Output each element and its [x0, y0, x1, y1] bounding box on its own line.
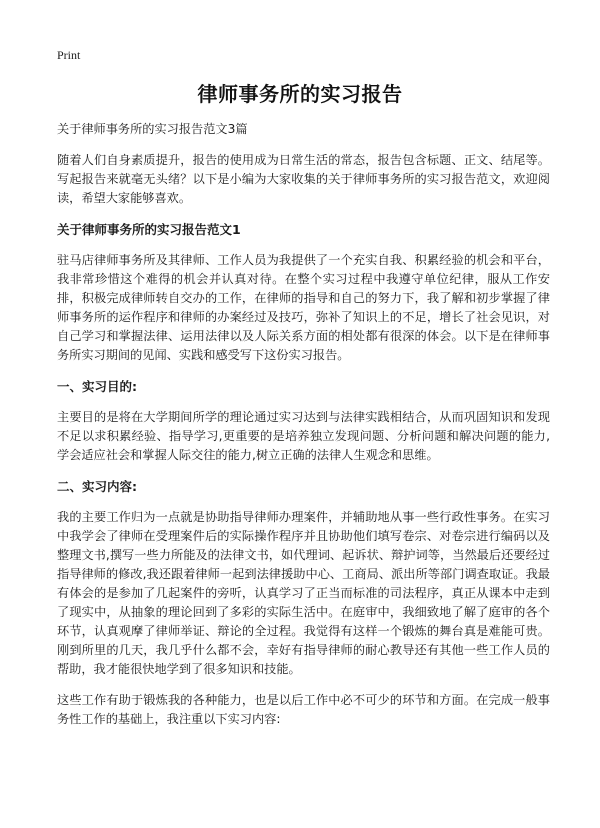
- document-subtitle: 关于律师事务所的实习报告范文3篇: [57, 122, 248, 136]
- intro-paragraph: 随着人们自身素质提升，报告的使用成为日常生活的常态，报告包含标题、正文、结尾等。写起报告来就毫无头绪？以下是小编为大家收集的关于律师事务所的实习报告范文，欢迎阅读，希望大家能够喜欢。: [57, 153, 550, 205]
- paragraph: 这些工作有助于锻炼我的各种能力，也是以后工作中必不可少的环节和方面。在完成一般事务性工作的基础上，我注重以下实习内容:: [57, 693, 550, 726]
- document-body: [57, 120, 550, 741]
- paragraph: 驻马店律师事务所及其律师、工作人员为我提供了一个充实自我、积累经验的机会和平台，我非常珍惜这个难得的机会并认真对待。在整个实习过程中我遵守单位纪律，服从工作安排，积极完成律师转自交办的工作，在律师的指导和自己的努力下，我了解和初步掌握了律师事务所的运作程序和律师的办案经过及技巧，弥补了知识上的不足，增长了社会见识，对自己学习和掌握法律、运用法律以及人际关系方面的相处都有很深的体会。以下是在律师事务所实习期间的见闻、实践和感受写下这份实习报告。: [57, 253, 550, 362]
- section-heading-content: 二、实习内容:: [57, 479, 137, 494]
- section-heading-purpose: 一、实习目的:: [57, 379, 137, 394]
- paragraph: 我的主要工作归为一点就是协助指导律师办理案件，并辅助地从事一些行政性事务。在实习中我学会了律师在受理案件后的实际操作程序并且协助他们填写卷宗、对卷宗进行编码以及整理文书,撰写一些力所能及的法律文书，如代理词、起诉状、辩护词等，当然最后还要经过指导律师的修改,我还跟着律师一起到法律援助中心、工商局、派出所等部门调查取证。我最有体会的是参加了几起案件的旁听，认真学习了正当而标准的司法程序，真正从课本中走到了现实中，从抽象的理论回到了多彩的实际生活中。在庭审中，我细致地了解了庭审的各个环节，认真观摩了律师举证、辩论的全过程。我觉得有这样一个锻炼的舞台真是难能可贵。刚到所里的几天，我几乎什么都不会，幸好有指导律师的耐心教导还有其他一些工作人员的帮助，我才能很快地学到了很多知识和技能。: [57, 510, 550, 676]
- print-link[interactable]: Print: [57, 48, 81, 62]
- paragraph: 主要目的是将在大学期间所学的理论通过实习达到与法律实践相结合，从而巩固知识和发现不足以求积累经验、指导学习,更重要的是培养独立发现问题、分析问题和解决问题的能力,学会适应社会和掌握人际交往的能力,树立正确的法律人生观念和思维。: [57, 410, 550, 462]
- document-title: 律师事务所的实习报告: [197, 82, 403, 106]
- section-heading-essay-1: 关于律师事务所的实习报告范文1: [57, 222, 241, 237]
